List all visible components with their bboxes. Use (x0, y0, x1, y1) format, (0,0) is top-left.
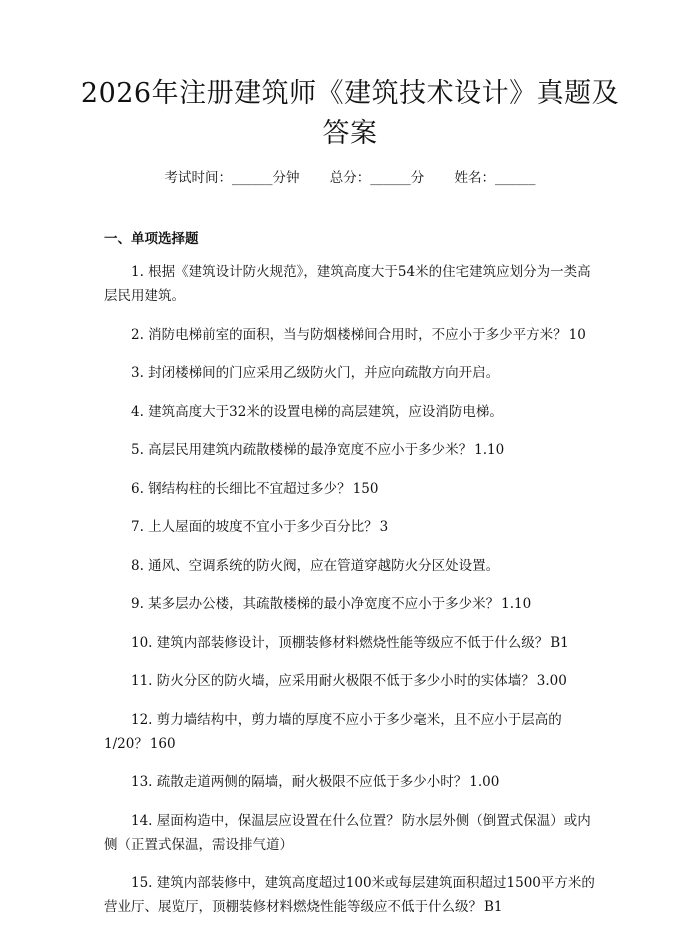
question-item (104, 708, 600, 756)
question-item (104, 809, 600, 857)
question-text: 2. 消防电梯前室的面积，当与防烟楼梯间合用时，不应小于多少平方米？ (131, 326, 567, 343)
question-text: 5. 高层民用建筑内疏散楼梯的最净宽度不应小于多少米？ (131, 442, 473, 458)
question-text: 7. 上人屋面的坡度不宜小于多少百分比？ (131, 519, 378, 535)
section-heading: 一、单项选择题 (104, 231, 199, 247)
question-answer: 150 (352, 480, 379, 497)
question-answer: 防水层外侧（倒置式保温）或内侧（正置式保温，需设排气道） (104, 812, 591, 853)
question-text: 9. 某多层办公楼，其疏散楼梯的最小净宽度不应小于多少米？ (131, 596, 500, 612)
question-item (104, 770, 600, 794)
question-item (104, 477, 600, 501)
question-text: 6. 钢结构柱的长细比不宜超过多少？ (131, 480, 351, 497)
total-score-field: 总分：______分 (329, 170, 425, 186)
question-text: 15. 建筑内部装修中，建筑高度超过100米或每层建筑面积超过1500平方米的营业厅、展览厅，顶棚装修材料燃烧性能等级应不低于什么级？ (104, 875, 595, 915)
question-text: 11. 防火分区的防火墙，应采用耐火极限不低于多少小时的实体墙？ (131, 673, 535, 689)
question-answer: B1 (484, 899, 503, 915)
exam-info-line (0, 168, 700, 188)
question-item (104, 871, 600, 919)
question-item (104, 260, 600, 308)
question-item (104, 554, 600, 578)
question-answer: 1.10 (474, 442, 505, 458)
name-field: 姓名：______ (454, 170, 536, 186)
question-item (104, 515, 600, 539)
question-text: 3. 封闭楼梯间的门应采用乙级防火门，并应向疏散方向开启。 (131, 365, 500, 381)
question-item (104, 631, 600, 655)
question-answer: 160 (149, 735, 176, 752)
question-item (104, 400, 600, 424)
question-item (104, 323, 600, 347)
question-answer: 10 (568, 326, 586, 343)
question-item (104, 361, 600, 385)
question-answer: 3 (379, 519, 389, 535)
question-item (104, 438, 600, 462)
document-title: 2026年注册建筑师《建筑技术设计》真题及答案 (80, 78, 620, 149)
exam-time-field: 考试时间：______分钟 (164, 170, 300, 186)
question-list (104, 260, 600, 934)
question-answer: 1.10 (501, 596, 532, 612)
question-answer: 1.00 (469, 774, 500, 790)
question-text: 13. 疏散走道两侧的隔墙，耐火极限不应低于多少小时？ (131, 774, 468, 790)
question-text: 10. 建筑内部装修设计，顶棚装修材料燃烧性能等级应不低于什么级？ (131, 634, 549, 651)
question-text: 4. 建筑高度大于32米的设置电梯的高层建筑，应设消防电梯。 (131, 403, 503, 420)
question-text: 8. 通风、空调系统的防火阀，应在管道穿越防火分区处设置。 (131, 557, 500, 574)
question-text: 12. 剪力墙结构中，剪力墙的厚度不应小于多少毫米，且不应小于层高的1/20？ (104, 711, 562, 752)
question-item (104, 669, 600, 693)
question-item (104, 592, 600, 616)
question-answer: B1 (550, 634, 569, 651)
question-text: 14. 屋面构造中，保温层应设置在什么位置？ (131, 812, 400, 829)
question-text: 1. 根据《建筑设计防火规范》，建筑高度大于54米的住宅建筑应划分为一类高层民用建筑。 (104, 264, 591, 304)
question-answer: 3.00 (536, 673, 567, 689)
